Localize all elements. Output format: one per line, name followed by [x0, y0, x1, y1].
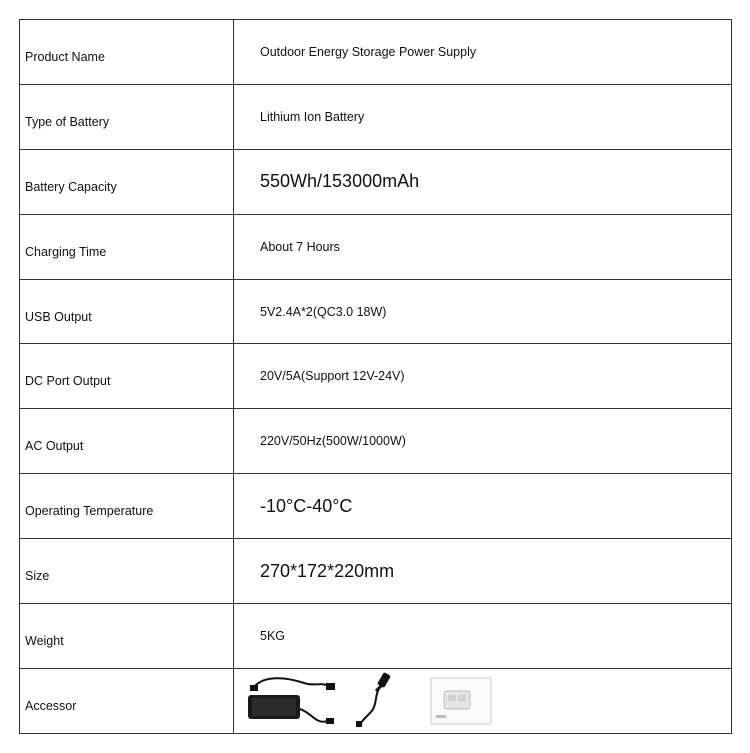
car-charger-cable-icon — [354, 671, 400, 729]
label-accessories: Accessor — [20, 668, 234, 733]
table-row — [20, 668, 732, 733]
label-battery-capacity: Battery Capacity — [20, 149, 234, 214]
table-row — [20, 84, 732, 149]
label-weight: Weight — [20, 604, 234, 669]
label-battery-type: Type of Battery — [20, 84, 234, 149]
value-dc-output: 20V/5A(Support 12V-24V) — [234, 344, 732, 409]
table-row — [20, 214, 732, 279]
value-product-name: Outdoor Energy Storage Power Supply — [234, 20, 732, 85]
manual-booklet-icon — [430, 677, 492, 725]
label-charging-time: Charging Time — [20, 214, 234, 279]
accessories-cell — [234, 668, 732, 733]
table-row — [20, 20, 732, 85]
value-battery-type: Lithium Ion Battery — [234, 84, 732, 149]
table-row — [20, 539, 732, 604]
label-ac-output: AC Output — [20, 409, 234, 474]
label-size: Size — [20, 539, 234, 604]
table-row — [20, 604, 732, 669]
value-ac-output: 220V/50Hz(500W/1000W) — [234, 409, 732, 474]
value-weight: 5KG — [234, 604, 732, 669]
table-row — [20, 279, 732, 344]
ac-adapter-icon — [246, 673, 338, 729]
label-operating-temperature: Operating Temperature — [20, 474, 234, 539]
table-row — [20, 409, 732, 474]
label-usb-output: USB Output — [20, 279, 234, 344]
value-usb-output: 5V2.4A*2(QC3.0 18W) — [234, 279, 732, 344]
spec-table — [19, 19, 732, 734]
label-dc-output: DC Port Output — [20, 344, 234, 409]
table-row — [20, 344, 732, 409]
label-product-name: Product Name — [20, 20, 234, 85]
value-battery-capacity: 550Wh/153000mAh — [234, 149, 732, 214]
value-charging-time: About 7 Hours — [234, 214, 732, 279]
table-row — [20, 149, 732, 214]
value-size: 270*172*220mm — [234, 539, 732, 604]
value-operating-temperature: -10°C-40°C — [234, 474, 732, 539]
table-row — [20, 474, 732, 539]
